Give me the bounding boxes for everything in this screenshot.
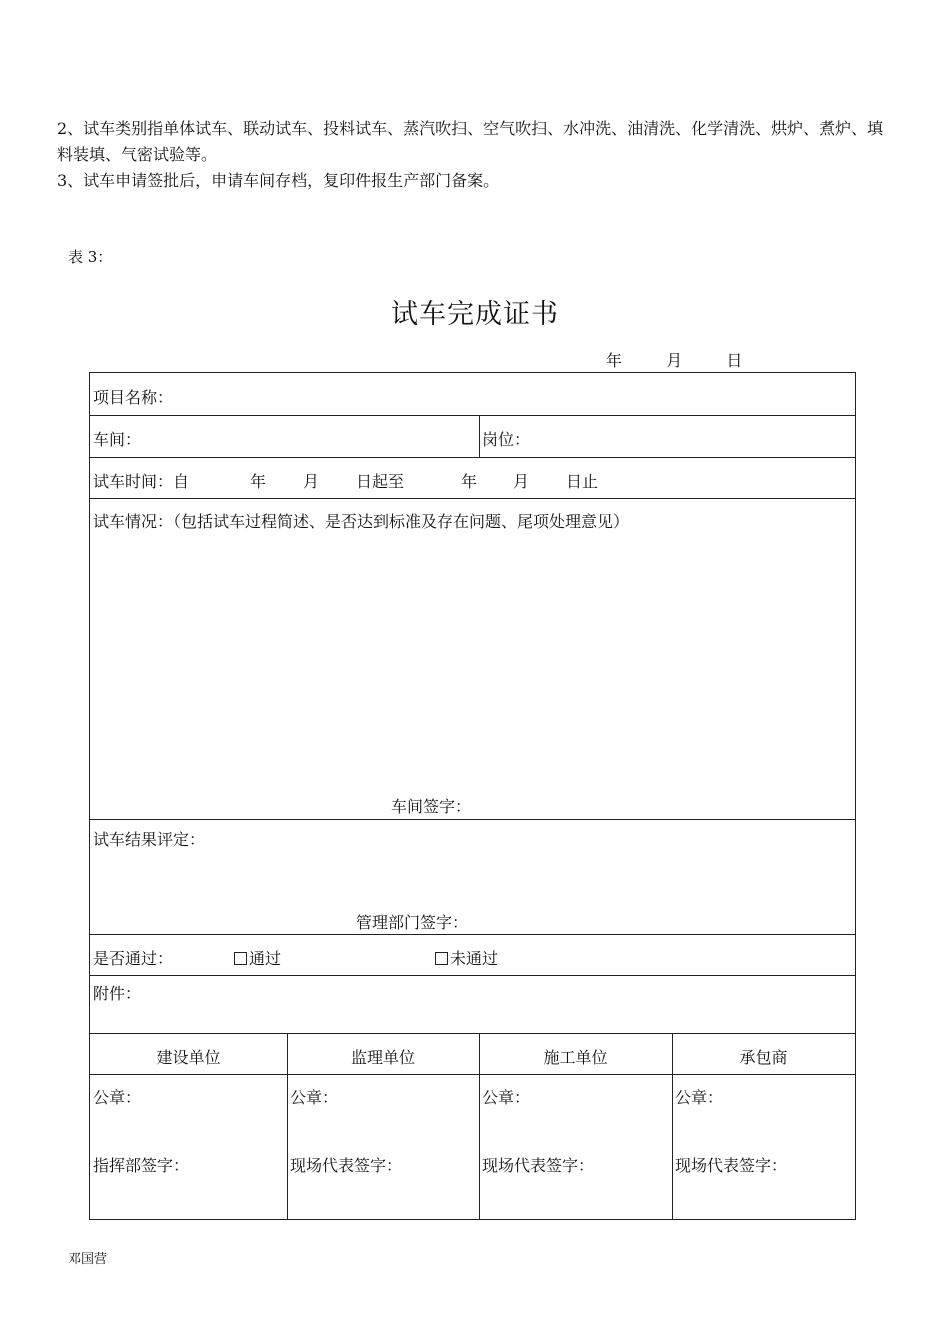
checkbox-icon	[435, 952, 448, 965]
column-divider	[672, 1075, 673, 1219]
date-day: 日	[726, 351, 743, 370]
post-label: 岗位：	[482, 430, 531, 449]
situation-label: 试车情况：（包括试车过程简述、是否达到标准及存在问题、尾项处理意见）	[93, 512, 630, 531]
workshop-row	[90, 416, 855, 458]
time-month-to: 月	[513, 472, 530, 491]
time-row	[90, 458, 855, 499]
workshop-signature-label: 车间签字：	[391, 797, 472, 816]
column-divider	[479, 1075, 480, 1219]
time-day-from: 日起至	[356, 472, 405, 491]
seal-label: 公章：	[93, 1088, 142, 1107]
checkbox-icon	[234, 952, 247, 965]
time-year-from: 年	[250, 472, 267, 491]
column-header-construction-unit: 建设单位	[156, 1048, 221, 1067]
footer-author: 邓国营	[68, 1252, 108, 1267]
date-month: 月	[666, 351, 683, 370]
column-divider	[287, 1075, 288, 1219]
note-3: 3、试车申请签批后，申请车间存档，复印件报生产部门备案。	[57, 171, 500, 190]
time-label: 试车时间：自	[93, 472, 190, 491]
note-2: 2、试车类别指单体试车、联动试车、投料试车、蒸汽吹扫、空气吹扫、水冲洗、油清洗、化学清洗、烘炉、煮炉、填料装填、气密试验等。	[57, 119, 884, 164]
date-line	[606, 348, 742, 371]
workshop-divider	[479, 416, 480, 457]
seal-label: 公章：	[675, 1088, 724, 1107]
signature-label: 现场代表签字：	[290, 1156, 403, 1175]
time-day-to: 日止	[566, 472, 599, 491]
pass-checkbox[interactable]	[234, 946, 281, 969]
pass-option-label: 通过	[249, 949, 282, 968]
evaluation-row	[90, 820, 855, 935]
passed-label: 是否通过：	[93, 949, 174, 968]
page-title: 试车完成证书	[391, 299, 559, 330]
notes	[57, 116, 897, 194]
signature-label: 现场代表签字：	[675, 1156, 788, 1175]
signature-row	[90, 1075, 855, 1219]
column-header-supervision-unit: 监理单位	[350, 1048, 415, 1067]
column-header-subcontractor: 承包商	[739, 1048, 788, 1067]
workshop-label: 车间：	[93, 430, 142, 449]
time-year-to: 年	[461, 472, 478, 491]
signature-label: 指挥部签字：	[93, 1156, 190, 1175]
units-header-row	[90, 1034, 855, 1075]
attachment-row	[90, 976, 855, 1034]
seal-label: 公章：	[290, 1088, 339, 1107]
attachment-label: 附件：	[93, 984, 142, 1003]
table-label: 表 3：	[68, 248, 113, 266]
column-header-contractor-unit: 施工单位	[543, 1048, 608, 1067]
management-signature-label: 管理部门签字：	[356, 913, 469, 932]
situation-row	[90, 499, 855, 820]
project-name-row	[90, 373, 855, 416]
certificate-form	[89, 372, 856, 1220]
project-name-label: 项目名称：	[93, 388, 174, 407]
fail-checkbox[interactable]	[435, 946, 498, 969]
evaluation-label: 试车结果评定：	[93, 830, 206, 849]
passed-row	[90, 935, 855, 976]
date-year: 年	[606, 351, 623, 370]
seal-label: 公章：	[482, 1088, 531, 1107]
signature-label: 现场代表签字：	[482, 1156, 595, 1175]
time-month-from: 月	[303, 472, 320, 491]
fail-option-label: 未通过	[450, 949, 499, 968]
